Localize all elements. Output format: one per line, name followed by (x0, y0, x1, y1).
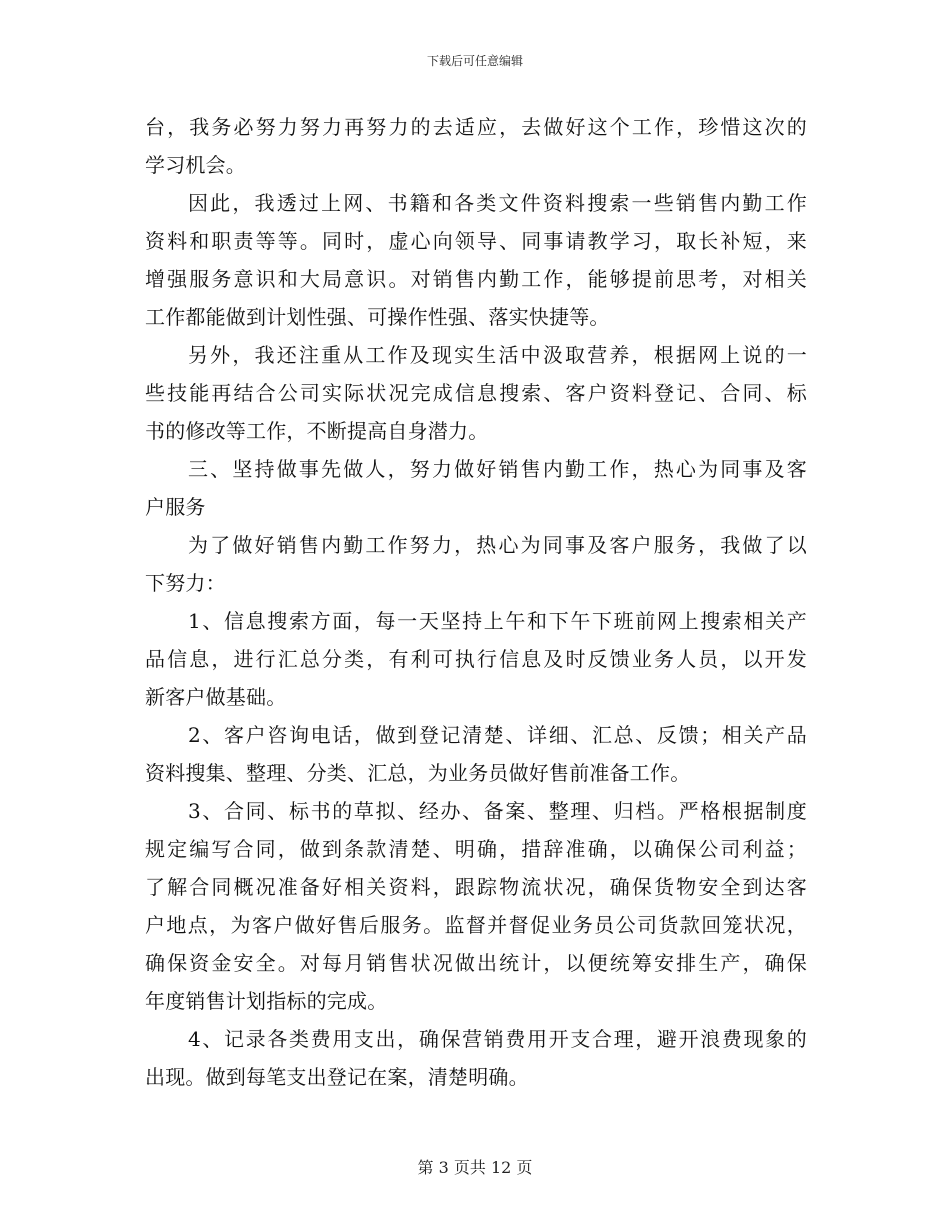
text-line: 户地点，为客户做好售后服务。监督并督促业务员公司货款回笼状况， (145, 913, 807, 937)
page-footer: 第 3 页共 12 页 (417, 1158, 533, 1177)
text-line: 品信息，进行汇总分类，有利可执行信息及时反馈业务人员，以开发 (145, 647, 807, 671)
text-line: 为了做好销售内勤工作努力，热心为同事及客户服务，我做了以 (188, 533, 807, 557)
document-body (145, 108, 807, 1096)
text-line: 出现。做到每笔支出登记在案，清楚明确。 (145, 1065, 529, 1089)
text-line: 3、合同、标书的草拟、经办、备案、整理、归档。严格根据制度 (188, 799, 807, 823)
text-line: 资料和职责等等。同时，虚心向领导、同事请教学习，取长补短，来 (145, 229, 807, 253)
text-line: 4、记录各类费用支出，确保营销费用开支合理，避开浪费现象的 (188, 1027, 807, 1051)
text-line: 1、信息搜索方面，每一天坚持上午和下午下班前网上搜索相关产 (188, 609, 807, 633)
text-line: 年度销售计划指标的完成。 (145, 989, 388, 1013)
text-line: 增强服务意识和大局意识。对销售内勤工作，能够提前思考，对相关 (145, 267, 807, 291)
text-line: 另外，我还注重从工作及现实生活中汲取营养，根据网上说的一 (188, 343, 807, 367)
text-line: 学习机会。 (145, 153, 246, 177)
text-line: 下努力： (145, 571, 226, 595)
text-line: 资料搜集、整理、分类、汇总，为业务员做好售前准备工作。 (145, 761, 691, 785)
text-line: 2、客户咨询电话，做到登记清楚、详细、汇总、反馈；相关产品 (188, 723, 807, 747)
text-line: 书的修改等工作，不断提高自身潜力。 (145, 419, 489, 443)
text-line: 新客户做基础。 (145, 685, 287, 709)
text-line: 台，我务必努力努力再努力的去适应，去做好这个工作，珍惜这次的 (145, 115, 807, 139)
text-line: 因此，我透过上网、书籍和各类文件资料搜索一些销售内勤工作 (188, 191, 807, 215)
text-line: 规定编写合同，做到条款清楚、明确，措辞准确，以确保公司利益； (145, 837, 807, 861)
text-line: 些技能再结合公司实际状况完成信息搜索、客户资料登记、合同、标 (145, 381, 807, 405)
text-line: 三、坚持做事先做人，努力做好销售内勤工作，热心为同事及客 (188, 457, 807, 481)
text-line: 确保资金安全。对每月销售状况做出统计，以便统筹安排生产，确保 (145, 951, 807, 975)
text-line: 工作都能做到计划性强、可操作性强、落实快捷等。 (145, 305, 610, 329)
page-header: 下载后可任意编辑 (426, 54, 523, 68)
text-line: 户服务 (145, 495, 206, 519)
text-line: 了解合同概况准备好相关资料，跟踪物流状况，确保货物安全到达客 (145, 875, 807, 899)
